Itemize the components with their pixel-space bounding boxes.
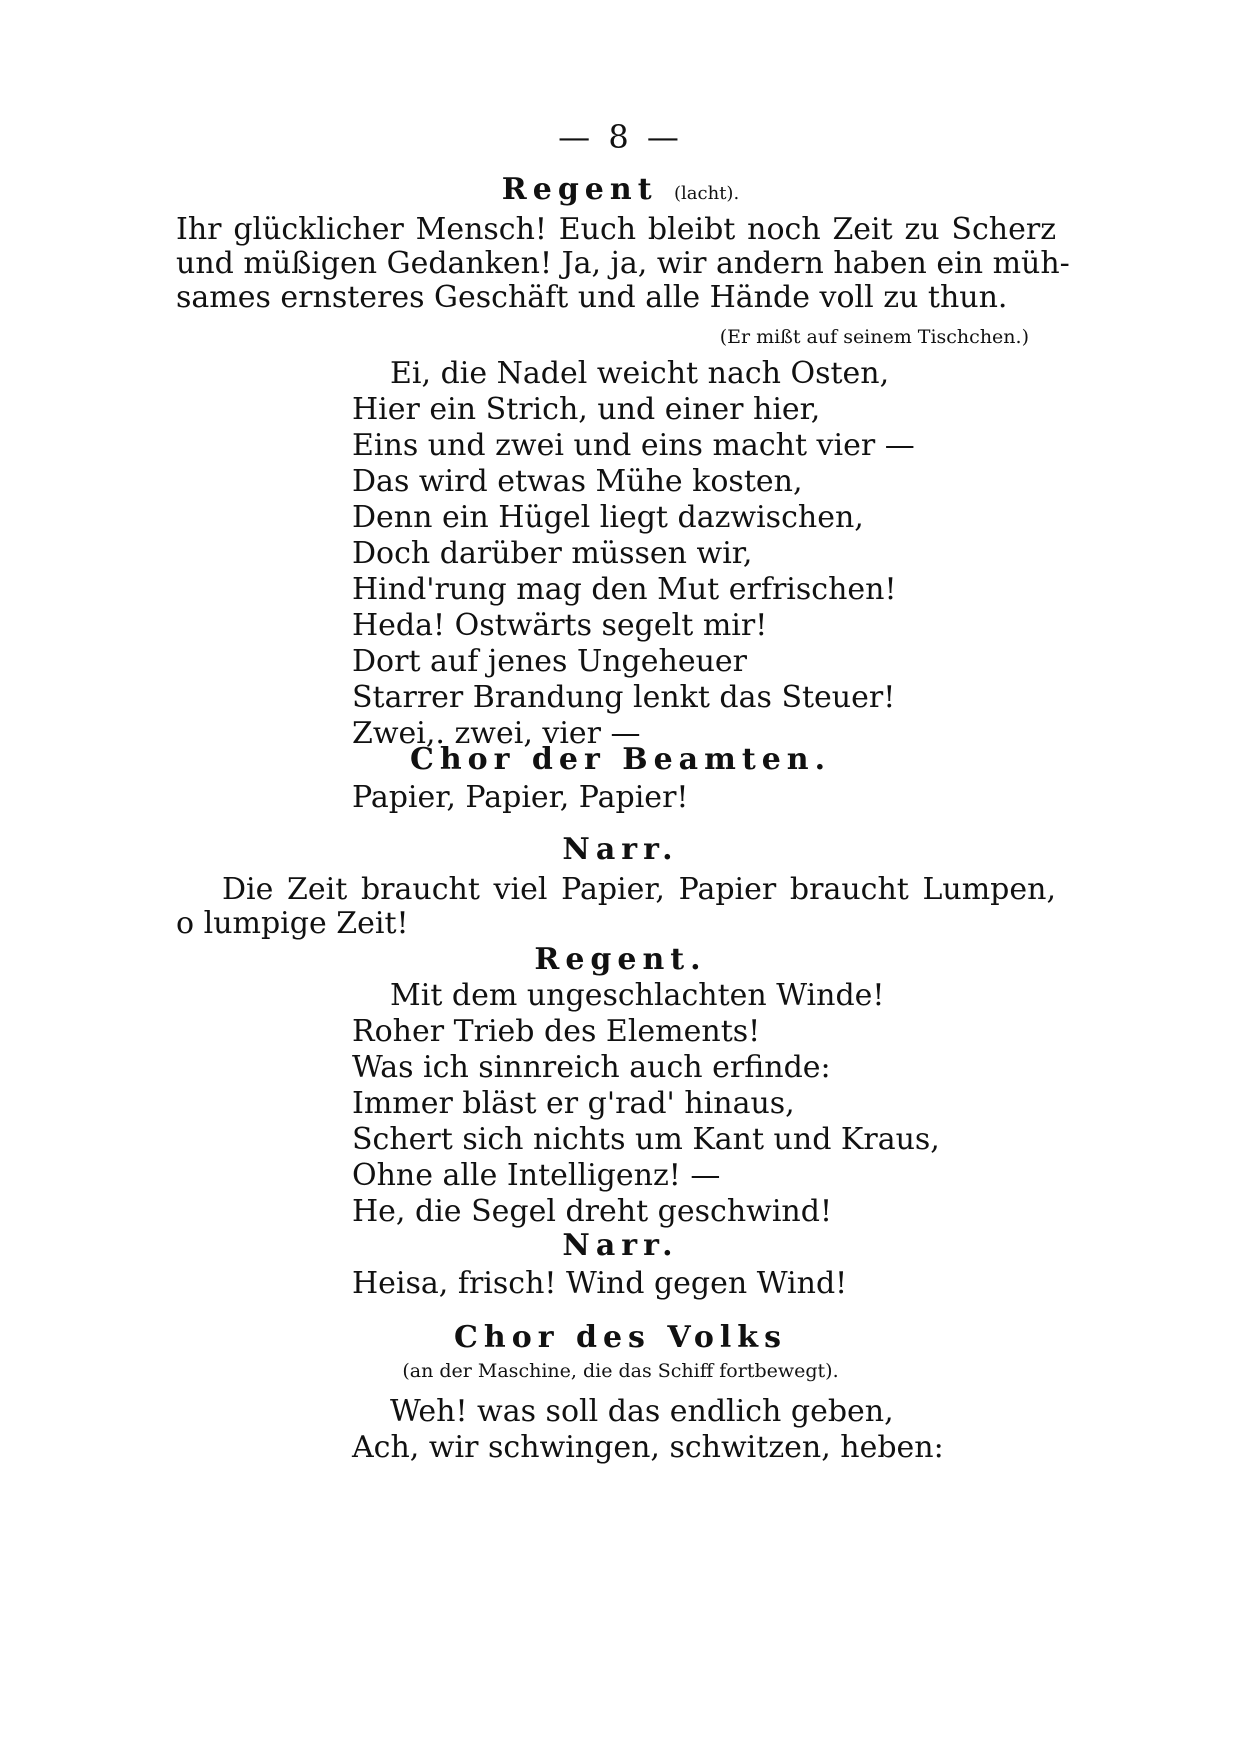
verse-line: Roher Trieb des Elements! <box>352 1014 761 1049</box>
verse-line: Doch darüber müssen wir, <box>352 536 753 571</box>
page-number: — 8 — <box>558 118 683 156</box>
verse-line: Zwei,. zwei, vier — <box>352 716 641 751</box>
verse-line: Papier, Papier, Papier! <box>352 780 689 815</box>
verse-line: Das wird etwas Mühe kosten, <box>352 464 803 499</box>
verse-line: Hier ein Strich, und einer hier, <box>352 392 821 427</box>
speaker-heading-regent <box>0 172 1241 207</box>
verse-block <box>352 356 915 752</box>
verse-line: Dort auf jenes Ungeheuer <box>352 644 748 679</box>
verse-line: Schert sich nichts um Kant und Kraus, <box>352 1122 940 1157</box>
verse-line: Denn ein Hügel liegt dazwischen, <box>352 500 864 535</box>
verse-line: Mit dem ungeschlachten Winde! <box>390 978 885 1013</box>
verse-line: Ohne alle Intelligenz! — <box>352 1158 721 1193</box>
prose-line: Ihr glücklicher Mensch! Euch bleibt noch Zeit zu Scherz <box>176 212 1056 247</box>
speaker-heading-chor-beamten: Chor der Beamten. <box>409 742 832 777</box>
verse-line: Starrer Brandung lenkt das Steuer! <box>352 680 896 715</box>
prose-line: sames ernsteres Geschäft und alle Hände voll zu thun. <box>176 280 1008 315</box>
speaker-heading-regent: Regent. <box>534 942 707 977</box>
verse-line: Ei, die Nadel weicht nach Osten, <box>390 356 890 391</box>
verse-line: Ach, wir schwingen, schwitzen, heben: <box>352 1430 944 1465</box>
prose-line: und müßigen Gedanken! Ja, ja, wir andern haben ein müh- <box>176 246 1070 281</box>
speaker-heading-chor-volks: Chor des Volks <box>454 1320 787 1355</box>
stage-direction: (Er mißt auf seinem Tischchen.) <box>719 326 1029 348</box>
verse-line: He, die Segel dreht geschwind! <box>352 1194 833 1229</box>
verse-line: Was ich sinnreich auch erfinde: <box>352 1050 831 1085</box>
speaker-note: (lacht). <box>674 183 740 204</box>
prose-line: Die Zeit braucht viel Papier, Papier braucht Lumpen, <box>222 872 1056 907</box>
speaker-heading-narr: Narr. <box>562 1228 679 1263</box>
verse-line: Heda! Ostwärts segelt mir! <box>352 608 768 643</box>
speaker-name: Regent <box>501 172 658 207</box>
prose-line: o lumpige Zeit! <box>176 906 409 941</box>
verse-line: Heisa, frisch! Wind gegen Wind! <box>352 1266 848 1301</box>
verse-line: Weh! was soll das endlich geben, <box>390 1394 894 1429</box>
verse-block <box>352 1394 944 1466</box>
verse-block <box>352 978 940 1230</box>
verse-line: Eins und zwei und eins macht vier — <box>352 428 915 463</box>
verse-line: Hind'rung mag den Mut erfrischen! <box>352 572 897 607</box>
speaker-heading-narr: Narr. <box>562 832 679 867</box>
verse-line: Immer bläst er g'rad' hinaus, <box>352 1086 795 1121</box>
speaker-note: (an der Maschine, die das Schiff fortbewegt). <box>402 1360 839 1382</box>
